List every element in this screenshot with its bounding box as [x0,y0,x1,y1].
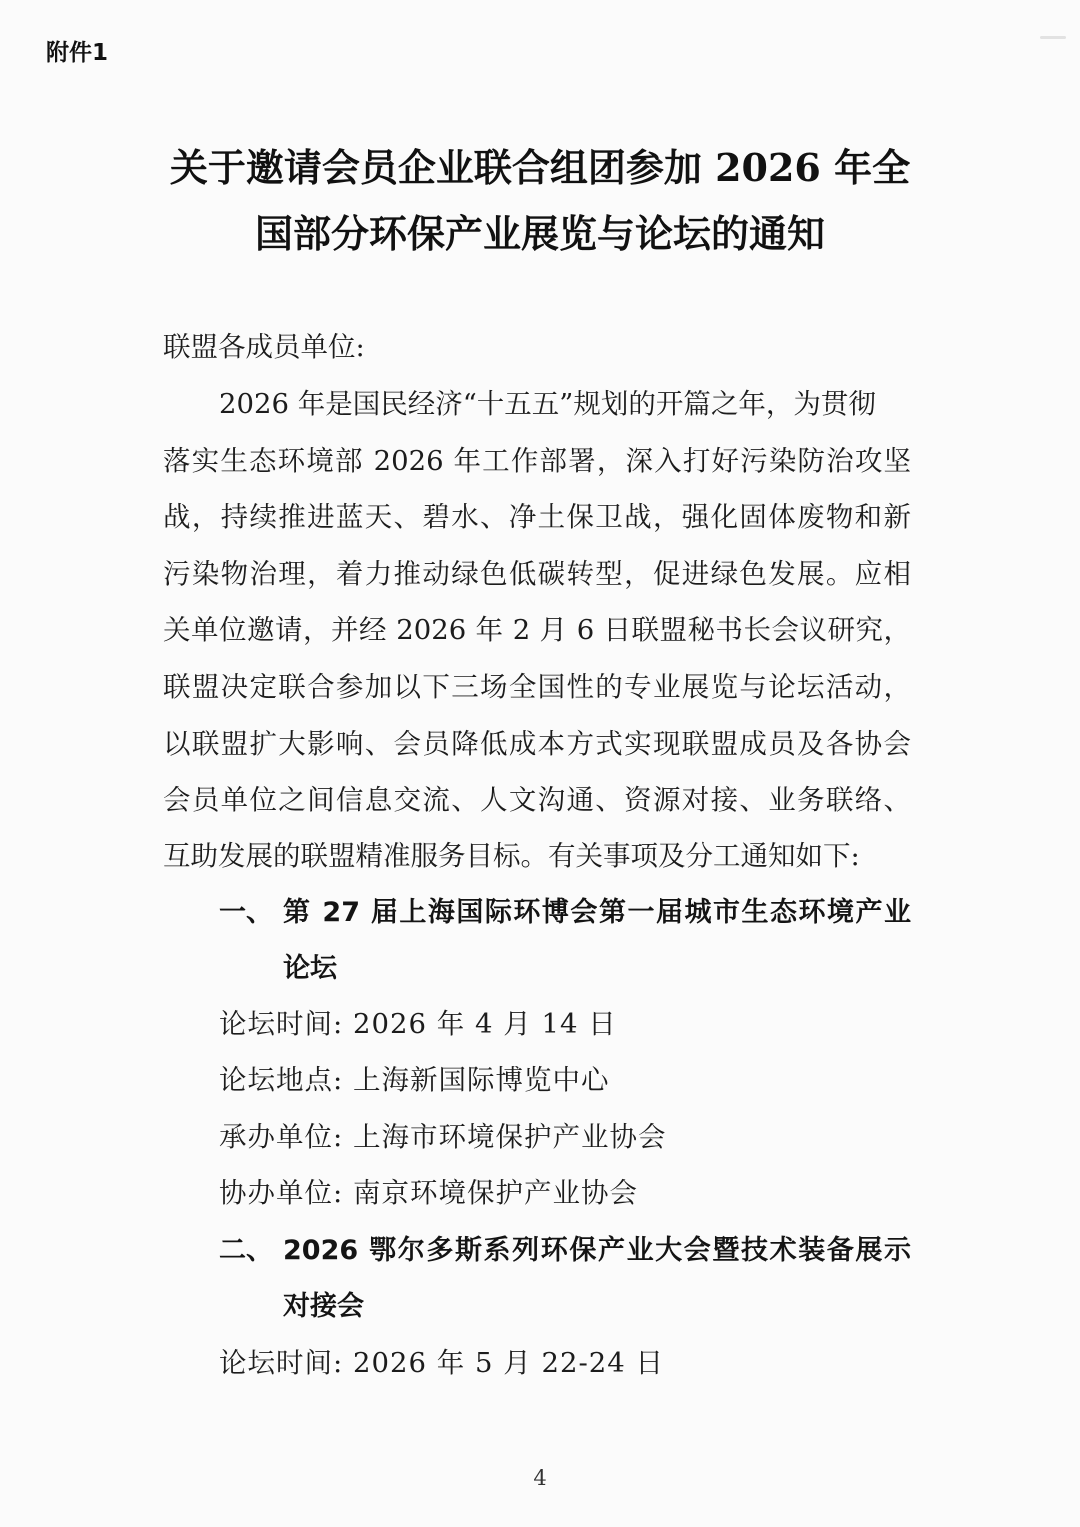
section-heading-continued: 论坛 [283,953,337,984]
scan-artifact [1040,36,1066,39]
salutation: 联盟各成员单位: [163,331,365,363]
body-line: 关单位邀请，并经 2026 年 2 月 6 日联盟秘书长会议研究， [163,614,911,646]
forum-time: 论坛时间: 2026 年 4 月 14 日 [219,1008,617,1040]
section-heading-continued: 对接会 [283,1291,364,1322]
section-number: 一、 [219,897,273,928]
body-line: 战，持续推进蓝天、碧水、净土保卫战，强化固体废物和新 [163,501,911,533]
body-line: 污染物治理，着力推动绿色低碳转型，促进绿色发展。应相 [163,558,911,590]
document-title-line-2: 国部分环保产业展览与论坛的通知 [254,211,825,256]
page-number: 4 [533,1466,547,1490]
attachment-label: 附件1 [46,40,109,66]
body-line: 落实生态环境部 2026 年工作部署，深入打好污染防治攻坚 [163,445,911,477]
body-line: 联盟决定联合参加以下三场全国性的专业展览与论坛活动， [163,671,911,703]
body-line: 2026 年是国民经济“十五五”规划的开篇之年，为贯彻 [219,388,876,420]
forum-time: 论坛时间: 2026 年 5 月 22-24 日 [219,1347,664,1379]
document-title-line-1: 关于邀请会员企业联合组团参加 2026 年全 [169,145,911,190]
host-organization: 承办单位: 上海市环境保护产业协会 [219,1121,667,1153]
forum-location: 论坛地点: 上海新国际博览中心 [219,1064,610,1096]
section-heading: 2026 鄂尔多斯系列环保产业大会暨技术装备展示 [283,1235,911,1266]
body-line: 以联盟扩大影响、会员降低成本方式实现联盟成员及各协会 [163,728,911,760]
section-number: 二、 [219,1235,273,1266]
section-heading: 第 27 届上海国际环博会第一届城市生态环境产业 [283,897,911,928]
body-line: 互助发展的联盟精准服务目标。有关事项及分工通知如下: [163,840,860,872]
body-line: 会员单位之间信息交流、人文沟通、资源对接、业务联络、 [163,784,911,816]
co-organizer: 协办单位: 南京环境保护产业协会 [219,1177,639,1209]
